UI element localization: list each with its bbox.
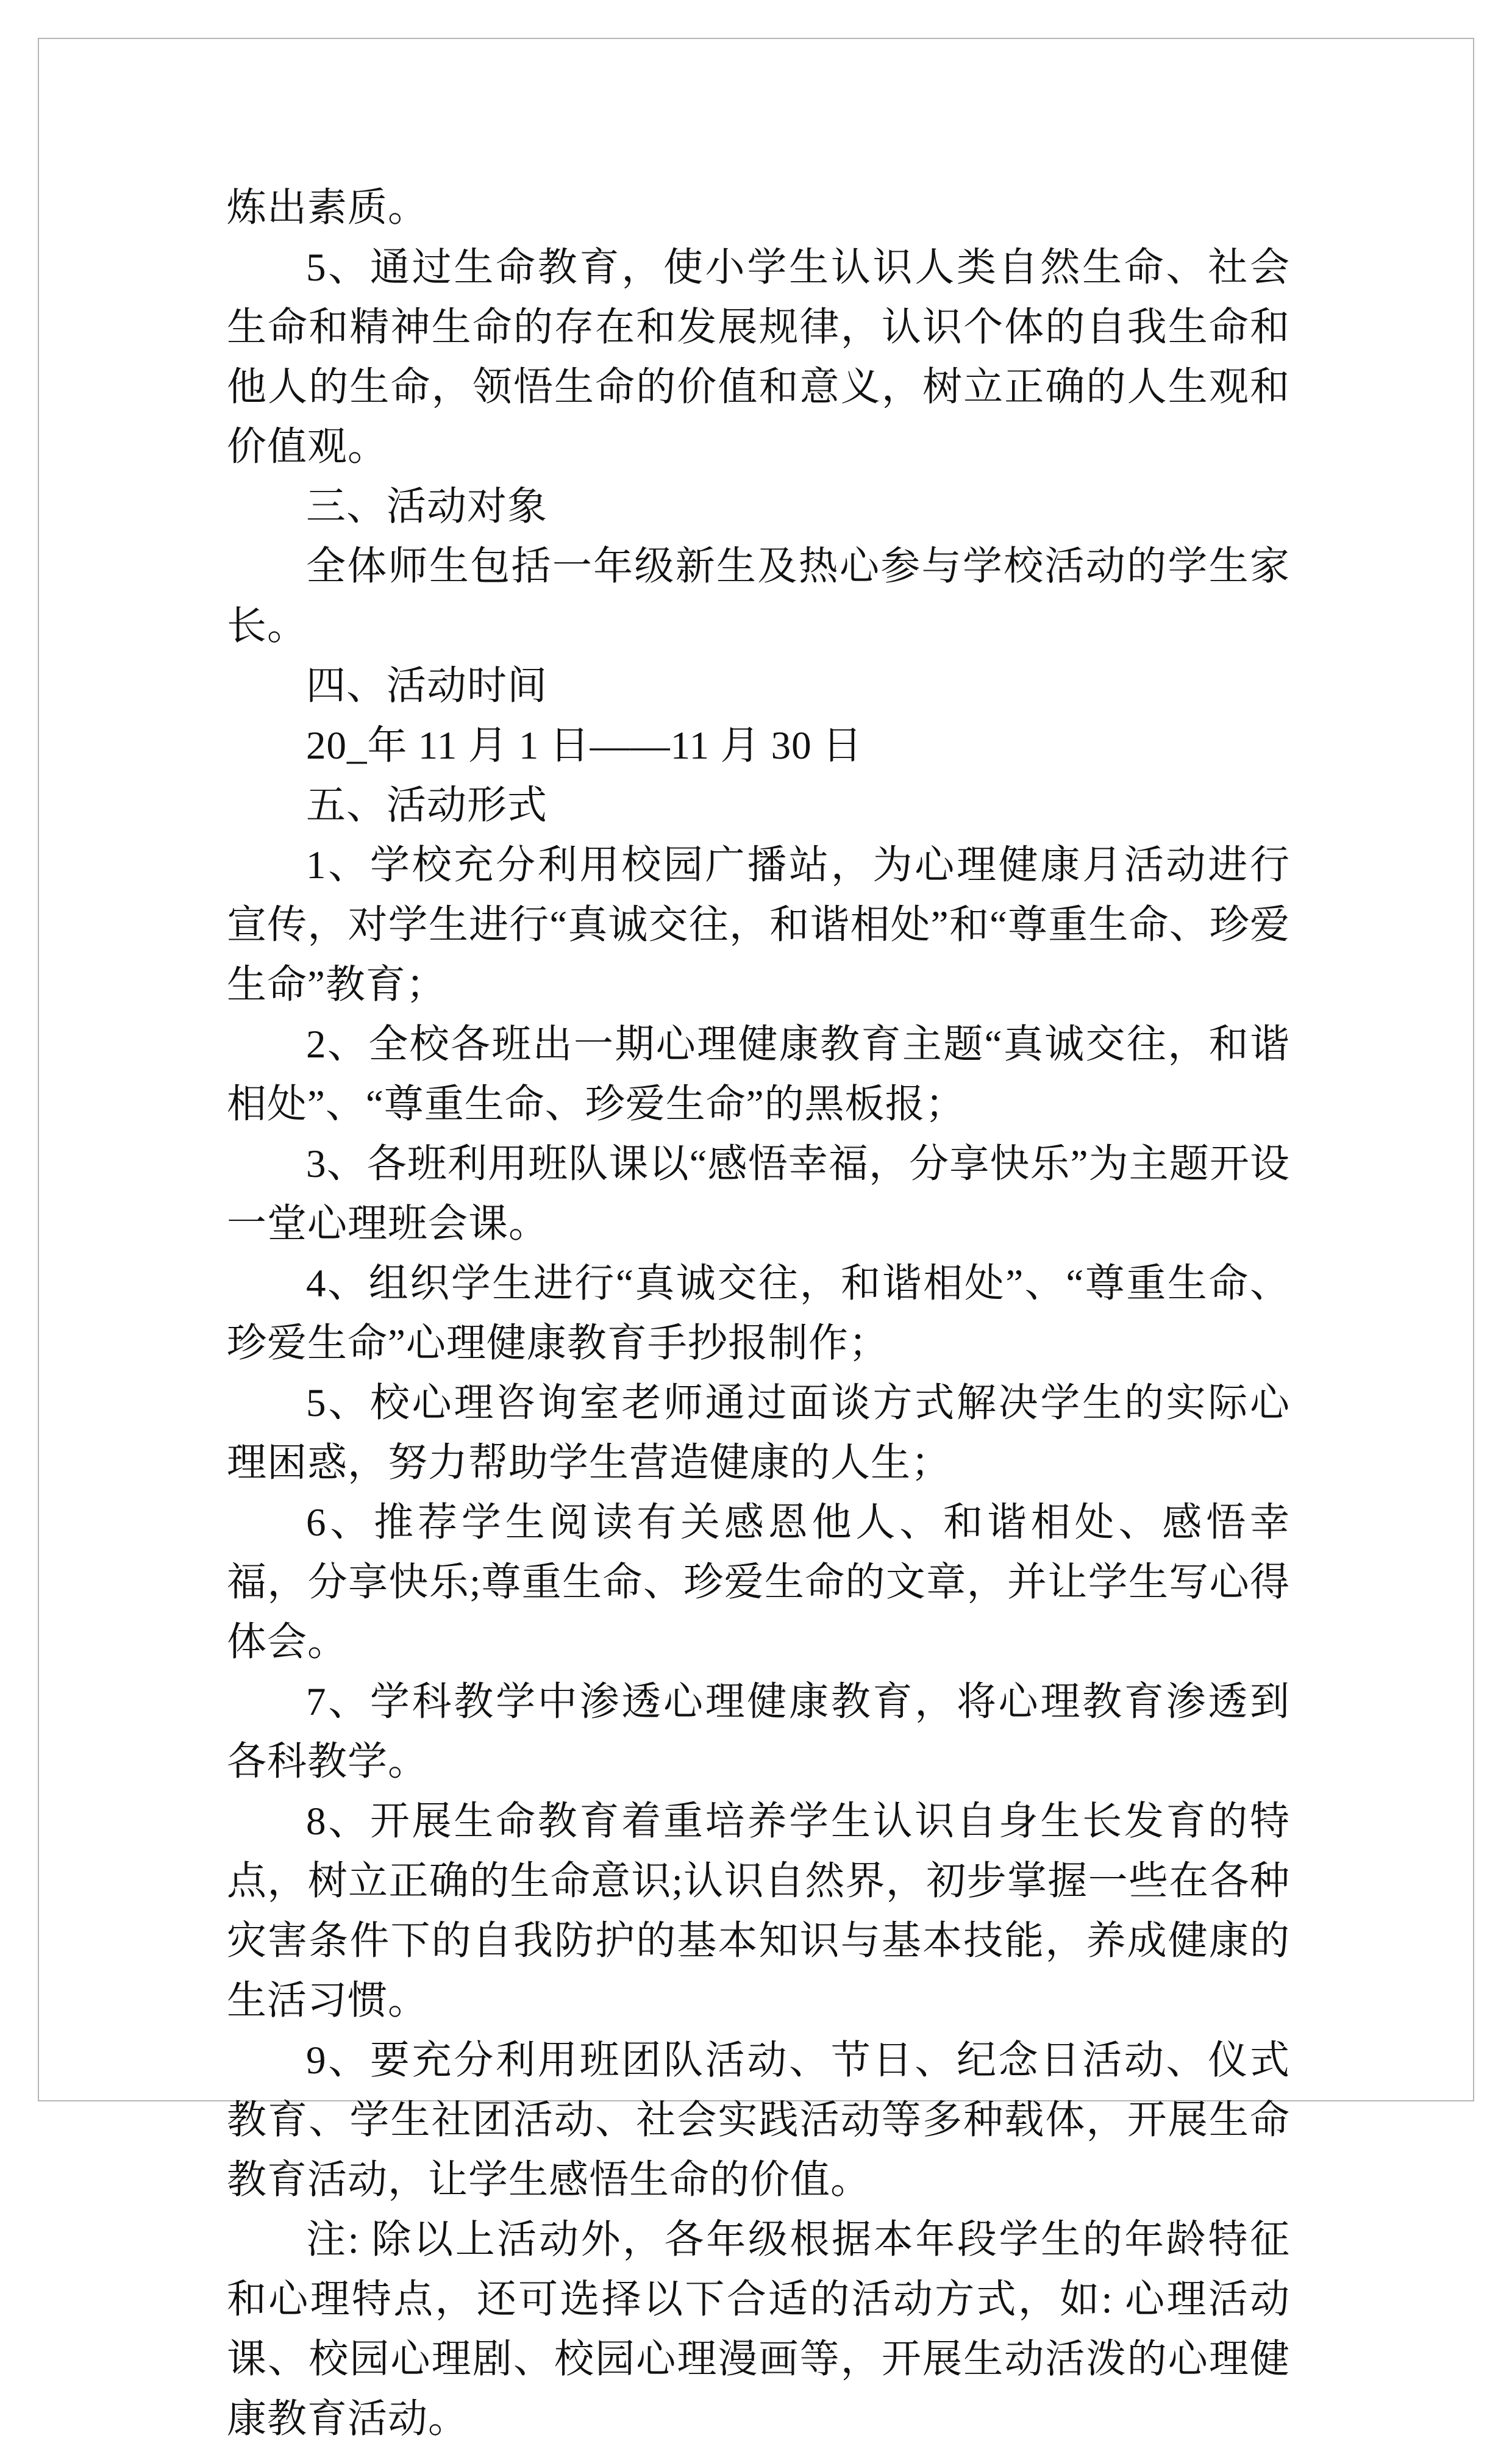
list-item: 9、要充分利用班团队活动、节日、纪念日活动、仪式教育、学生社团活动、社会实践活动等多种载体，开展生命教育活动，让学生感悟生命的价值。: [227, 2039, 1290, 2202]
note-paragraph: 注: 除以上活动外，各年级根据本年段学生的年龄特征和心理特点，还可选择以下合适的活动方式，如: 心理活动课、校园心理剧、校园心理漫画等，开展生动活泼的心理健康教育活动。: [227, 2218, 1290, 2441]
list-item: 3、各班利用班队课以“感悟幸福，分享快乐”为主题开设一堂心理班会课。: [227, 1142, 1290, 1246]
section-heading-activity-format: 五、活动形式: [306, 784, 548, 828]
list-item: 7、学科教学中渗透心理健康教育，将心理教育渗透到各科教学。: [227, 1680, 1290, 1784]
list-item: 2、全校各班出一期心理健康教育主题“真诚交往，和谐相处”、“尊重生命、珍爱生命”的黑板报；: [227, 1023, 1290, 1126]
list-item: 5、校心理咨询室老师通过面谈方式解决学生的实际心理困惑，努力帮助学生营造健康的人生；: [227, 1381, 1290, 1485]
section-heading-activity-time: 四、活动时间: [306, 664, 548, 708]
paragraph: 全体师生包括一年级新生及热心参与学校活动的学生家长。: [227, 545, 1290, 648]
activity-date: 20_年 11 月 1 日——11 月 30 日: [306, 724, 863, 768]
paragraph-continuation: 炼出素质。: [227, 186, 429, 230]
section-heading-activity-target: 三、活动对象: [306, 485, 548, 529]
list-item: 8、开展生命教育着重培养学生认识自身生长发育的特点，树立正确的生命意识;认识自然界，初步掌握一些在各种灾害条件下的自我防护的基本知识与基本技能，养成健康的生活习惯。: [227, 1800, 1290, 2023]
list-item: 1、学校充分利用校园广播站，为心理健康月活动进行宣传，对学生进行“真诚交往，和谐相处”和“尊重生命、珍爱生命”教育；: [227, 843, 1290, 1007]
document-page: [227, 178, 1290, 2449]
list-item: 6、推荐学生阅读有关感恩他人、和谐相处、感悟幸福，分享快乐;尊重生命、珍爱生命的文章，并让学生写心得体会。: [227, 1501, 1290, 1664]
list-item: 5、通过生命教育，使小学生认识人类自然生命、社会生命和精神生命的存在和发展规律，认识个体的自我生命和他人的生命，领悟生命的价值和意义，树立正确的人生观和价值观。: [227, 246, 1290, 469]
list-item: 4、组织学生进行“真诚交往，和谐相处”、“尊重生命、珍爱生命”心理健康教育手抄报制作；: [227, 1262, 1290, 1365]
